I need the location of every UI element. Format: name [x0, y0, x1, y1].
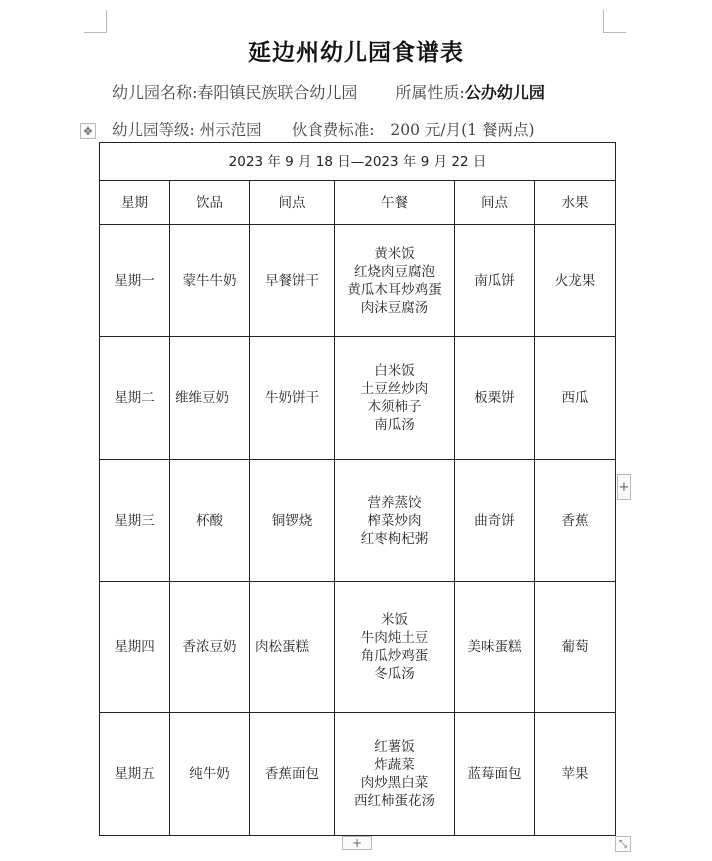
cell-lunch[interactable]	[335, 713, 455, 836]
cell-snack-2[interactable]: 南瓜饼	[455, 225, 535, 337]
info-line-level-fee	[112, 118, 535, 140]
lunch-item: 土豆丝炒肉	[360, 381, 429, 397]
cell-snack-2[interactable]: 曲奇饼	[455, 460, 535, 582]
lunch-item: 黄瓜木耳炒鸡蛋	[347, 281, 442, 298]
table-row	[100, 713, 616, 836]
lunch-item: 西红柿蛋花汤	[354, 793, 435, 809]
cell-snack-1[interactable]: 香蕉面包	[250, 713, 335, 836]
add-column-icon[interactable]: +	[617, 474, 631, 500]
table-row	[100, 460, 616, 582]
cell-snack-1[interactable]: 肉松蛋糕	[250, 582, 335, 713]
lunch-item: 营养蒸饺	[367, 494, 422, 511]
cell-day[interactable]: 星期二	[100, 337, 170, 460]
page-corner-mark-top-left	[84, 10, 107, 33]
level-value: 州示范园	[199, 121, 262, 139]
lunch-item: 红枣枸杞粥	[360, 530, 429, 547]
lunch-item: 炸蔬菜	[374, 757, 415, 773]
kindergarten-name-label: 幼儿园名称:	[112, 83, 198, 102]
cell-fruit[interactable]: 西瓜	[535, 337, 616, 460]
table-row	[100, 225, 616, 337]
lunch-item: 红薯饭	[374, 739, 415, 755]
cell-drink[interactable]: 纯牛奶	[170, 713, 250, 836]
cell-day[interactable]: 星期五	[100, 713, 170, 836]
lunch-item: 肉炒黑白菜	[360, 775, 429, 791]
lunch-item: 红烧肉豆腐泡	[354, 263, 435, 280]
nature-value: 公办幼儿园	[464, 83, 545, 102]
cell-snack-1[interactable]: 铜锣烧	[250, 460, 335, 582]
lunch-item: 木须柿子	[367, 399, 422, 415]
menu-table	[99, 142, 616, 836]
lunch-item: 角瓜炒鸡蛋	[360, 648, 429, 664]
lunch-item: 白米饭	[374, 363, 415, 379]
cell-drink[interactable]: 维维豆奶	[170, 337, 250, 460]
add-row-icon[interactable]: +	[342, 836, 372, 850]
info-line-name-nature	[112, 80, 545, 103]
header-snack-1[interactable]: 间点	[250, 181, 335, 225]
lunch-item: 肉沫豆腐汤	[360, 299, 429, 316]
cell-day[interactable]: 星期三	[100, 460, 170, 582]
table-resize-icon[interactable]: ⤡	[615, 836, 631, 852]
date-row	[100, 143, 616, 181]
cell-day[interactable]: 星期一	[100, 225, 170, 337]
table-row	[100, 337, 616, 460]
kindergarten-name-value: 春阳镇民族联合幼儿园	[197, 83, 358, 102]
cell-fruit[interactable]: 香蕉	[535, 460, 616, 582]
header-snack-2[interactable]: 间点	[455, 181, 535, 225]
lunch-item: 南瓜汤	[374, 417, 415, 433]
cell-snack-2[interactable]: 蓝莓面包	[455, 713, 535, 836]
cell-fruit[interactable]: 火龙果	[535, 225, 616, 337]
fee-value: 200 元/月(1 餐两点)	[390, 121, 535, 139]
cell-fruit[interactable]: 葡萄	[535, 582, 616, 713]
lunch-item: 米饭	[381, 612, 408, 628]
lunch-item: 冬瓜汤	[374, 666, 415, 682]
header-fruit[interactable]: 水果	[535, 181, 616, 225]
cell-fruit[interactable]: 苹果	[535, 713, 616, 836]
cell-lunch[interactable]	[335, 460, 455, 582]
date-range-cell[interactable]: 2023 年 9 月 18 日—2023 年 9 月 22 日	[100, 143, 616, 181]
lunch-item: 黄米饭	[374, 245, 415, 262]
header-row	[100, 181, 616, 225]
cell-drink[interactable]: 香浓豆奶	[170, 582, 250, 713]
cell-lunch[interactable]	[335, 225, 455, 337]
table-row	[100, 582, 616, 713]
cell-lunch[interactable]	[335, 582, 455, 713]
fee-label: 伙食费标准:	[291, 121, 375, 139]
level-label: 幼儿园等级:	[112, 121, 195, 139]
page-corner-mark-top-right	[603, 10, 626, 33]
cell-snack-2[interactable]: 板栗饼	[455, 337, 535, 460]
cell-snack-1[interactable]: 牛奶饼干	[250, 337, 335, 460]
lunch-item: 牛肉炖土豆	[360, 630, 429, 646]
cell-snack-2[interactable]: 美味蛋糕	[455, 582, 535, 713]
table-move-handle-icon[interactable]: ✥	[80, 123, 96, 139]
header-drink[interactable]: 饮品	[170, 181, 250, 225]
document-title: 延边州幼儿园食谱表	[248, 39, 464, 66]
header-weekday[interactable]: 星期	[100, 181, 170, 225]
cell-lunch[interactable]	[335, 337, 455, 460]
nature-label: 所属性质:	[395, 83, 465, 102]
cell-drink[interactable]: 杯酸	[170, 460, 250, 582]
cell-day[interactable]: 星期四	[100, 582, 170, 713]
cell-snack-1[interactable]: 早餐饼干	[250, 225, 335, 337]
cell-drink[interactable]: 蒙牛牛奶	[170, 225, 250, 337]
header-lunch[interactable]: 午餐	[335, 181, 455, 225]
lunch-item: 榨菜炒肉	[367, 512, 422, 529]
